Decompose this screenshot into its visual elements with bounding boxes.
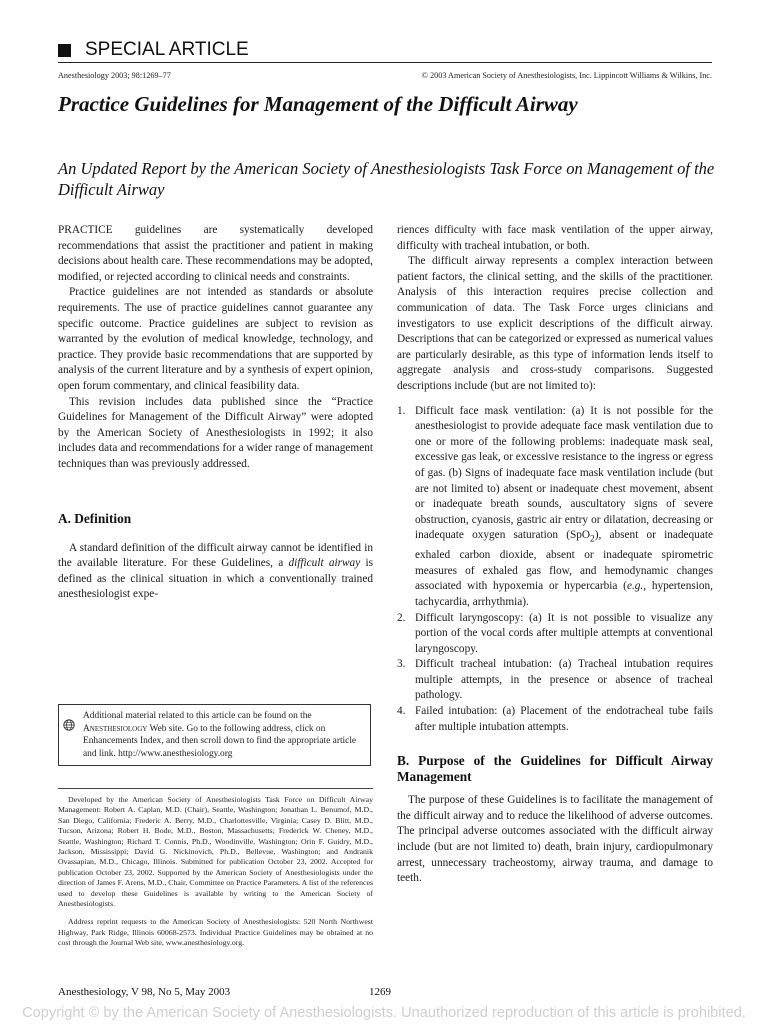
complex-interaction-paragraph: The difficult airway represents a complex interaction between patient factors, the clinical setting, and the skills of the practitioner. Analysis of this interaction requires precise collection and communication of data. The Task Force urges clinicians and investigators to use explicit descriptions of the difficult airway. Descriptions that can be categorized or expressed as numerical values are particularly desirable, as this type of information lends itself to aggregate analysis and cross-study comparisons. Suggested descriptions include (but are not limited to): (397, 255, 713, 392)
intro-paragraph-3: This revision includes data published since the “Practice Guidelines for Management of the Difficult Airway” were adopted by the American Society of Anesthesiologists in 1992; it also includes data and recommendations for a wider range of management techniques than was previously addressed. (58, 395, 373, 470)
list-item-subscript: 2 (590, 534, 595, 545)
footnotes (58, 795, 373, 949)
list-item (397, 704, 713, 735)
list-item-eg: e.g. (626, 580, 644, 593)
list-item-number: 4. (397, 705, 406, 718)
footnote-rule (58, 788, 373, 789)
list-item-number: 3. (397, 658, 406, 671)
article-title: Practice Guidelines for Management of the Difficult Airway (58, 92, 578, 116)
section-square-icon (58, 44, 71, 57)
section-heading-purpose: B. Purpose of the Guidelines for Difficult Airway Management (397, 753, 713, 785)
list-item-text: ), absent or inadequate exhaled carbon dioxide, absent or inadequate spirometric measures of exhaled gas flow, and hemodynamic changes associated with hypoxemia or hypercarbia ( (415, 529, 713, 593)
definition-paragraph (58, 541, 373, 603)
article-subtitle: An Updated Report by the American Society of Anesthesiologists Task Force on Management of the Difficult Airway (58, 159, 715, 199)
list-item-text: Difficult laryngoscopy: (a) It is not possible to visualize any portion of the vocal cords after multiple attempts at conventional laryngoscopy. (415, 611, 713, 655)
info-box-text (83, 710, 367, 760)
definition-term: difficult airway (288, 557, 361, 570)
section-label-text: SPECIAL ARTICLE (85, 39, 249, 60)
info-text-b: Web site. Go to the following address, click on Enhancements Index, and then scroll down to find the appropriate article and link. http://www.anesthesiology.org (83, 723, 357, 759)
copyright-notice: © 2003 American Society of Anesthesiologists, Inc. Lippincott Williams & Wilkins, Inc. (421, 71, 712, 80)
section-label (58, 39, 249, 61)
journal-citation: Anesthesiology 2003; 98:1269–77 (58, 71, 171, 80)
intro-paragraph-1: PRACTICE guidelines are systematically developed recommendations that assist the practitioner and patient in making decisions about health care. These recommendations may be adopted, modified, or rejected according to clinical needs and constraints. (58, 224, 373, 283)
definition-text-before: A standard definition of the difficult airway cannot be identified in the available literature. For these Guidelines, a (58, 541, 373, 570)
info-brand: Anesthesiology (83, 723, 148, 734)
list-item (397, 611, 713, 658)
list-item-text: Difficult tracheal intubation: (a) Tracheal intubation requires multiple attempts, in the presence or absence of tracheal pathology. (415, 658, 713, 702)
info-text-a: Additional material related to this article can be found on the (83, 711, 312, 721)
list-item-text: Difficult face mask ventilation: (a) It is not possible for the anesthesiologist to provide adequate face mask ventilation due to one or more of the following problems: inadequate mask seal, excessive gas leak, or excessive resistance to the ingress or egress of gas. (b) Signs of inadequate face mask ventilation include (but are not limited to) absent or inadequate chest movement, absent or inadequate breath sounds, auscultatory signs of severe obstruction, cyanosis, gastric air entry or dilatation, decreasing or inadequate oxygen saturation (SpO (415, 404, 713, 542)
list-item-text: , hypertension, tachycardia, arrhythmia). (415, 580, 714, 608)
globe-icon (63, 719, 75, 731)
page-number: 1269 (369, 986, 391, 998)
list-item (397, 404, 713, 611)
header-rule (58, 62, 712, 63)
enhancements-info-box (58, 704, 371, 766)
continuation-paragraph: riences difficulty with face mask ventilation of the upper airway, difficulty with tracheal intubation, or both. (397, 224, 713, 252)
list-item-number: 1. (397, 404, 406, 417)
copyright-watermark: Copyright © by the American Society of Anesthesiologists. Unauthorized reproduction of this article is prohibited. (22, 1005, 746, 1021)
definition-text-after: is defined as the clinical situation in which a conventionally trained anesthesiologist expe- (58, 557, 373, 601)
purpose-paragraph: The purpose of these Guidelines is to facilitate the management of the difficult airway and to reduce the likelihood of adverse outcomes. The principal adverse outcomes associated with the difficult airway include (but are not limited to) death, brain injury, cardiopulmonary arrest, unnecessary tracheostomy, airway trauma, and damage to teeth. (397, 794, 713, 885)
left-column (58, 223, 373, 603)
right-column (397, 223, 713, 887)
list-item-number: 2. (397, 611, 406, 624)
difficult-airway-list (397, 404, 713, 736)
intro-paragraph-2: Practice guidelines are not intended as standards or absolute requirements. The use of practice guidelines cannot guarantee any specific outcome. Practice guidelines are subject to revision as warranted by the evolution of medical knowledge, technology, and practice. They provide basic recommendations that are supported by analysis of the current literature and by a synthesis of expert opinion, open forum commentary, and clinical feasibility data. (58, 286, 373, 392)
footnote-reprints: Address reprint requests to the American Society of Anesthesiologists: 520 North Northwest Highway, Park Ridge, Illinois 60068-2573. Individual Practice Guidelines may be obtained at no cost through the Journal Web site, www.anesthesiology.org. (58, 917, 373, 948)
journal-footer: Anesthesiology, V 98, No 5, May 2003 (58, 986, 231, 998)
footnote-developed-by: Developed by the American Society of Anesthesiologists Task Force on Difficult Airway Management: Robert A. Caplan, M.D. (Chair), Seattle, Washington; Jonathan L. Benumof, M.D., San Diego, California; Frederic A. Berry, M.D., Charlottesville, Virginia; Casey D. Blitt, M.D., Tucson, Arizona; Robert H. Bode, M.D., Boston, Massachusetts; Frederick W. Cheney, M.D., Seattle, Washington; Richard T. Connis, Ph.D., Woodinville, Washington; Orin F. Guidry, M.D., Jackson, Mississippi; David G. Nickinovich, Ph.D., Bellevue, Washington; and Andranik Ovassapian, M.D., Chicago, Illinois. Submitted for publication October 23, 2002. Accepted for publication October 23, 2002. Supported by the American Society of Anesthesiologists under the direction of James F. Arens, M.D., Chair, Committee on Practice Parameters. A list of the references used to develop these Guidelines is available by writing to the American Society of Anesthesiologists. (58, 795, 373, 909)
list-item (397, 657, 713, 704)
section-heading-definition: A. Definition (58, 510, 132, 526)
list-item-text: Failed intubation: (a) Placement of the endotracheal tube fails after multiple intubation attempts. (415, 705, 713, 733)
